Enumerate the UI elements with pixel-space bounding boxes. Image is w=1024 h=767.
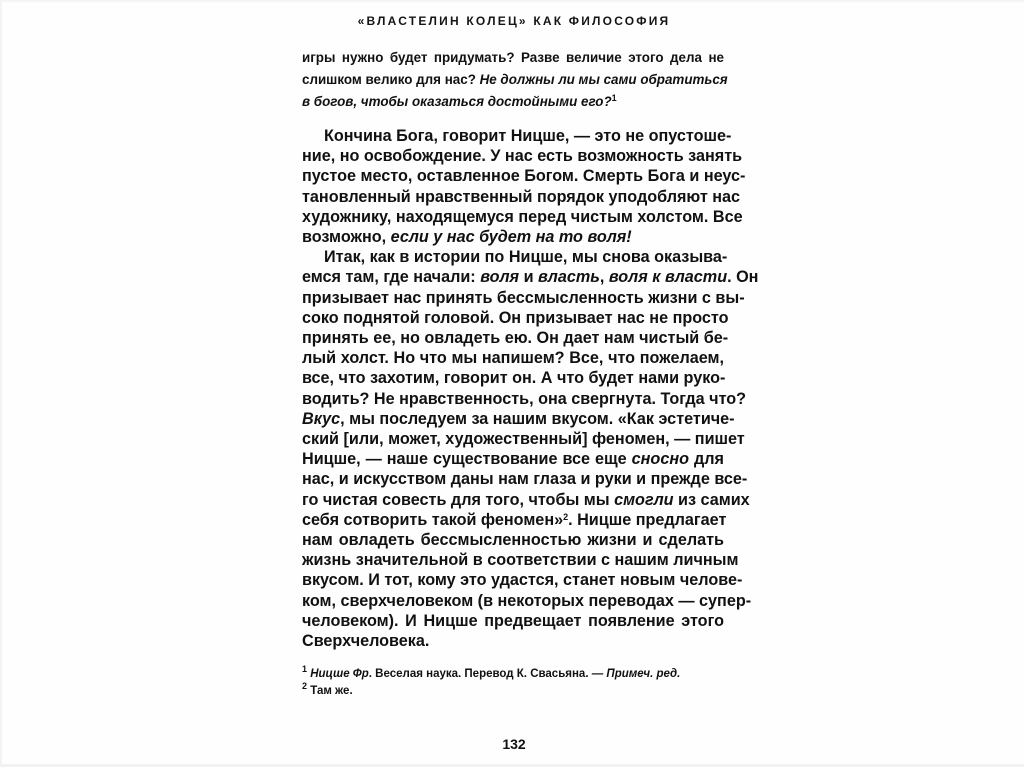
italic-text: если у нас будет на то воля! xyxy=(390,228,632,247)
text-line xyxy=(302,550,739,570)
footnote-ref: 1 xyxy=(611,93,617,103)
text-run: себя сотворить такой феномен» xyxy=(302,510,564,529)
text-run: пустое место, оставленное Богом. Смерть Бога и неус- xyxy=(302,167,746,186)
text-run: нам овладеть бессмысленностью жизни и сделать xyxy=(302,531,724,550)
text-line xyxy=(302,389,747,409)
text-line xyxy=(302,368,724,388)
italic-text: Ницше Фр xyxy=(310,668,369,680)
text-line xyxy=(302,247,728,267)
text-line xyxy=(302,308,729,328)
text-run: художнику, находящемуся перед чистым холстом. Все xyxy=(302,207,743,226)
footnote-ref: 1 xyxy=(302,664,308,674)
text-run: Там же. xyxy=(307,685,353,697)
text-run: жизнь значительной в соответствии с нашим личным xyxy=(302,551,739,570)
italic-text: Примеч. ред. xyxy=(606,668,681,680)
text-line xyxy=(302,449,724,469)
text-run: . Веселая наука. Перевод К. Свасьяна. — xyxy=(368,668,607,680)
italic-text: воля xyxy=(480,268,520,287)
text-line xyxy=(302,429,745,449)
text-line xyxy=(302,328,729,348)
text-run: Итак, как в истории по Ницше, мы снова оказыва- xyxy=(324,248,728,267)
italic-text: власть xyxy=(538,268,600,287)
text-run: вкусом. И тот, кому это удастся, станет новым челове- xyxy=(302,571,743,590)
text-run: водить? Не нравственность, она свергнута. Тогда что? xyxy=(302,389,747,408)
footnote-1 xyxy=(302,666,724,683)
text-run: . Он xyxy=(727,268,759,287)
text-run: из самих xyxy=(673,490,750,509)
footnote-ref: 2 xyxy=(563,511,569,522)
italic-text: сносно xyxy=(631,450,689,469)
italic-text: смогли xyxy=(614,490,674,509)
text-line xyxy=(302,348,724,368)
text-line xyxy=(302,91,724,113)
epigraph-quote xyxy=(302,47,728,113)
text-run: нас, и искусством даны нам глаза и руки и прежде все- xyxy=(302,470,748,489)
text-line xyxy=(302,530,724,550)
text-run: игры нужно будет придумать? Разве величие этого дела не xyxy=(302,50,724,65)
text-run: возможно, xyxy=(302,228,391,247)
text-line xyxy=(302,490,750,510)
running-head: «ВЛАСТЕЛИН КОЛЕЦ» КАК ФИЛОСОФИЯ xyxy=(357,14,671,28)
footnotes xyxy=(302,666,724,700)
text-line xyxy=(302,469,748,489)
footnote-2 xyxy=(302,683,724,700)
body-text xyxy=(302,126,759,651)
text-line xyxy=(302,631,724,651)
text-line xyxy=(302,207,743,227)
italic-text: Не должны ли мы сами обратиться xyxy=(479,72,728,87)
text-line xyxy=(302,591,752,611)
text-run: человеком). И Ницше предвещает появление этого xyxy=(302,611,724,630)
text-run: , xyxy=(599,268,609,287)
text-run: лый холст. Но что мы напишем? Все, что пожелаем, xyxy=(302,349,724,368)
text-run: и xyxy=(519,268,539,287)
text-run: Кончина Бога, говорит Ницше, — это не опустоше- xyxy=(324,127,732,145)
text-run: призывает нас принять бессмысленность жизни с вы- xyxy=(302,288,745,307)
text-line xyxy=(302,227,724,247)
text-run: , мы последуем за нашим вкусом. «Как эстетиче- xyxy=(340,409,735,428)
page-number: 132 xyxy=(502,736,526,752)
text-line xyxy=(302,510,727,530)
text-run: Сверхчеловека. xyxy=(302,632,430,651)
footnote-ref: 2 xyxy=(302,681,308,691)
text-run: все, что захотим, говорит он. А что будет нами руко- xyxy=(302,369,726,388)
text-line xyxy=(302,69,728,91)
text-run: тановленный нравственный порядок уподобляют нас xyxy=(302,187,741,206)
text-line xyxy=(302,126,732,146)
text-run: емся там, где начали: xyxy=(302,268,481,287)
text-line xyxy=(302,409,735,429)
text-run: ский [или, может, художественный] феномен, — пишет xyxy=(302,430,745,449)
text-run: ние, но освобождение. У нас есть возможность занять xyxy=(302,147,743,166)
italic-text: в богов, чтобы оказаться достойными его? xyxy=(302,94,612,109)
text-line xyxy=(302,146,743,166)
text-line xyxy=(302,47,724,69)
text-run: ком, сверхчеловеком (в некоторых переводах — супер- xyxy=(302,591,752,610)
text-run: соко поднятой головой. Он призывает нас не просто xyxy=(302,308,729,327)
paragraph xyxy=(302,126,746,247)
italic-text: воля к власти xyxy=(608,268,728,287)
text-run: Ницше, — наше существование все еще xyxy=(302,450,632,469)
text-line xyxy=(302,267,759,287)
text-run: го чистая совесть для того, чтобы мы xyxy=(302,490,615,509)
text-line xyxy=(302,611,724,631)
text-line xyxy=(302,187,741,207)
text-run: . Ницше предлагает xyxy=(568,510,727,529)
text-line xyxy=(302,288,745,308)
text-line xyxy=(302,166,746,186)
italic-text: Вкус xyxy=(302,409,341,428)
text-line xyxy=(302,570,743,590)
paragraph xyxy=(302,247,759,651)
text-run: принять ее, но овладеть ею. Он дает нам чистый бе- xyxy=(302,329,729,348)
text-run: слишком велико для нас? xyxy=(302,72,480,87)
text-run: для xyxy=(689,450,724,469)
